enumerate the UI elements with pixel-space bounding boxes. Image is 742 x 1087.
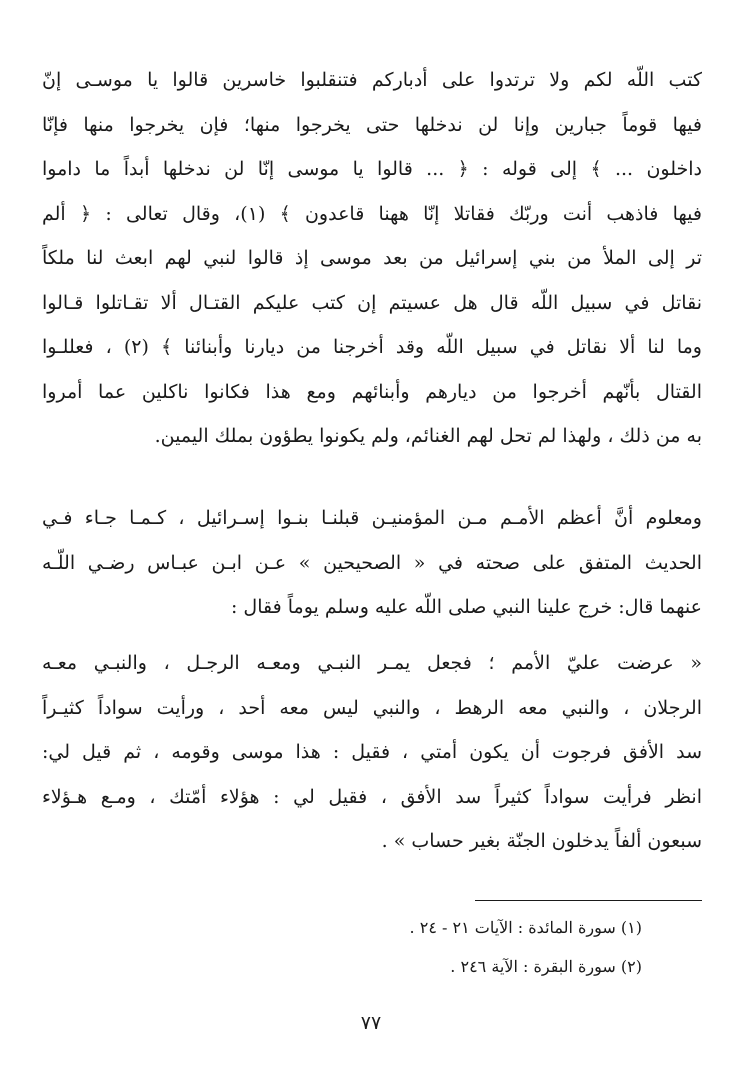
- footnote-1: (١) سورة المائدة : الآيات ٢١ - ٢٤ .: [409, 918, 642, 937]
- text-line: فيها فاذهب أنت وربّك فقاتلا إنّا ههنا قاعدون ﴾ (١)، وقال تعالى : ﴿ ألم: [42, 202, 702, 225]
- paragraph-1: [42, 58, 702, 459]
- text-line: الرجلان ، والنبي معه الرهط ، والنبي ليس معه أحد ، ورأيت سواداً كثيـراً: [42, 696, 702, 719]
- text-line: عنهما قال: خرج علينا النبي صلى اللّه عليه وسلم يوماً فقال :: [230, 596, 702, 618]
- footnotes: [242, 908, 642, 986]
- text-line: « عرضت عليّ الأمم ؛ فجعل يمـر النبـي ومعـه الرجـل ، والنبـي معـه: [42, 652, 702, 674]
- text-line: فيها قوماً جبارين وإنا لن ندخلها حتى يخرجوا منها؛ فإن يخرجوا منها فإنّا: [42, 113, 702, 136]
- text-line: سبعون ألفاً يدخلون الجنّة بغير حساب » .: [381, 830, 702, 852]
- text-line: داخلون ... ﴾ إلى قوله : ﴿ ... قالوا يا موسى إنّا لن ندخلها أبداً ما داموا: [42, 158, 702, 180]
- footnote-2: (٢) سورة البقرة : الآية ٢٤٦ .: [450, 957, 642, 976]
- text-line: وما لنا ألا نقاتل في سبيل اللّه وقد أخرجنا من ديارنا وأبنائنا ﴾ (٢) ، فعللـوا: [42, 336, 702, 358]
- text-line: القتال بأنّهم أخرجوا من ديارهم وأبنائهم ومع هذا فكانوا ناكلين عما أمروا: [42, 380, 702, 403]
- footnote-divider: [475, 900, 702, 901]
- page-number: ٧٧: [360, 1012, 382, 1034]
- text-line: انظر فرأيت سواداً كثيراً سد الأفق ، فقيل لي : هؤلاء أمّتك ، ومـع هـؤلاء: [42, 785, 702, 808]
- text-line: الحديث المتفق على صحته في « الصحيحين » عـن ابـن عبـاس رضـي اللّـه: [42, 551, 702, 574]
- text-line: به من ذلك ، ولهذا لم تحل لهم الغنائم، ولم يكونوا يطؤون بملك اليمين.: [154, 425, 702, 447]
- hadith-quote: [42, 641, 702, 864]
- paragraph-2: [42, 496, 702, 630]
- text-line: نقاتل في سبيل اللّه قال هل عسيتم إن كتب عليكم القتـال ألا تقـاتلوا قـالوا: [42, 291, 702, 314]
- text-line: كتب اللّه لكم ولا ترتدوا على أدباركم فتنقلبوا خاسرين قالوا يا موسـى إنّ: [42, 69, 702, 91]
- text-line: تر إلى الملأ من بني إسرائيل من بعد موسى إذ قالوا لنبي لهم ابعث لنا ملكاً: [42, 247, 702, 269]
- text-line: سد الأفق فرجوت أن يكون أمتي ، فقيل : هذا موسى وقومه ، ثم قيل لي:: [42, 741, 702, 763]
- text-line: ومعلوم أنَّ أعظم الأمـم مـن المؤمنيـن قبلنـا بنـوا إسـرائيل ، كـمـا جـاء فـي: [42, 507, 702, 529]
